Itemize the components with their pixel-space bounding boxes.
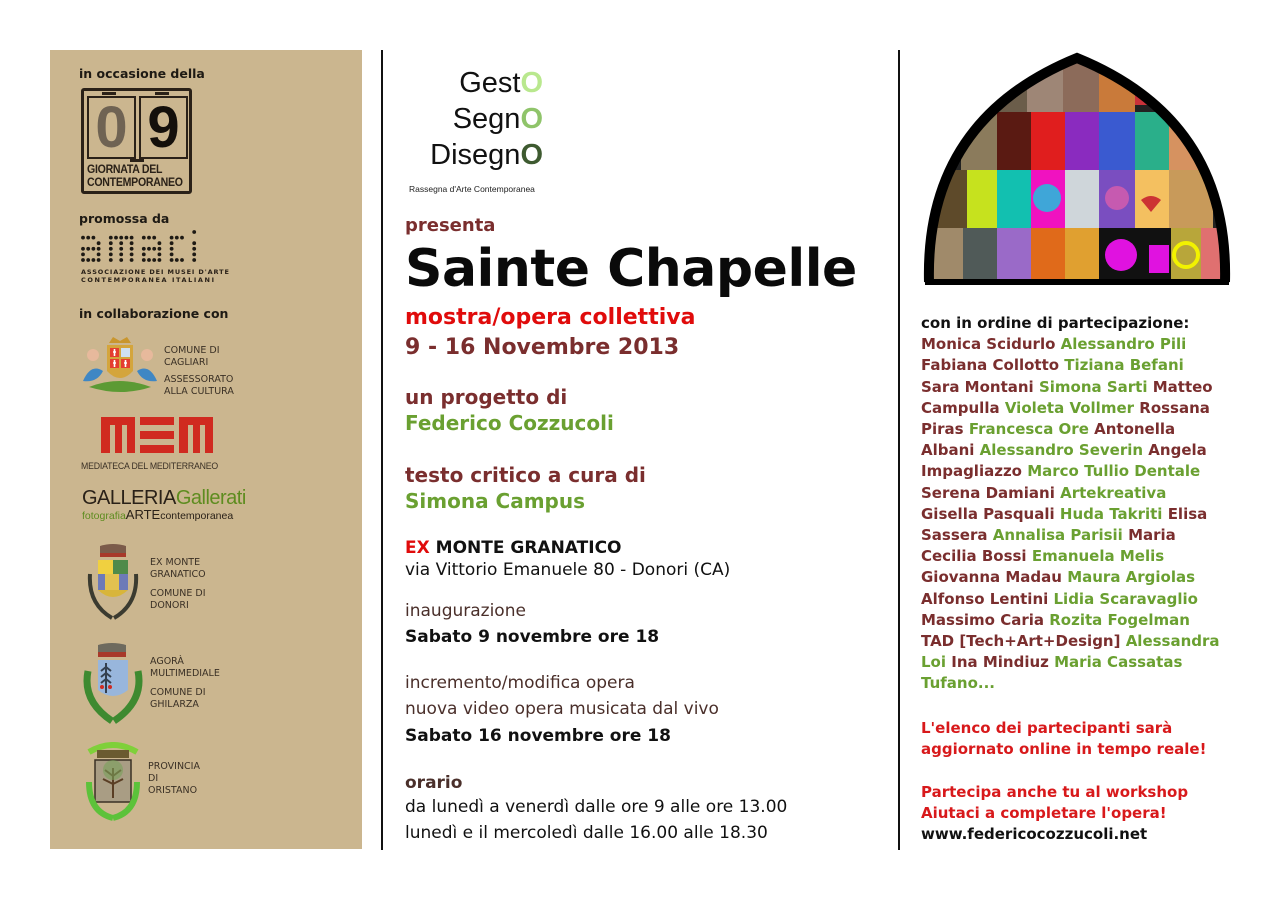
critic-name: Simona Campus [405,489,586,513]
occasion-label: in occasione della [79,66,205,81]
participant-name: Fabiana Collotto [921,356,1060,375]
increment-when: Sabato 16 novembre ore 18 [405,726,671,746]
divider-right [898,50,900,850]
exhibition-subtitle: mostra/opera collettiva [405,305,696,330]
cagliari-text: COMUNE DI CAGLIARI ASSESSORATO ALLA CULTURA [164,345,234,397]
presenta-label: presenta [405,215,496,236]
participant-name: Francesca Ore [968,420,1089,439]
participant-name: Alessandra Loi [921,632,1220,672]
galleria-gallerati-logo: GALLERIAGallerati fotografiaARTEcontemporanea [82,487,246,522]
critic-label: testo critico a cura di [405,463,646,487]
oristano-text: PROVINCIA DI ORISTANO [148,761,200,796]
participant-name: TAD [Tech+Art+Design] [921,632,1121,651]
participant-names [921,334,1226,694]
workshop-note: Partecipa anche tu al workshop Aiutaci a completare l'opera! [921,783,1189,822]
gesto-segno-disegno-logo: GestO SegnO DisegnO [430,67,543,171]
increment-detail: nuova video opera musicata dal vivo [405,699,719,719]
participant-name: Alfonso Lentini [921,589,1049,608]
amaci-logo: ASSOCIAZIONE DEI MUSEI D'ARTE CONTEMPORANEA ITALIANI [81,228,230,284]
giornata-contemporaneo-logo [81,88,192,194]
participant-name: Gisella Pasquali [921,504,1055,523]
ghilarza-text: AGORÀ MULTIMEDIALE COMUNE DI GHILARZA [150,656,220,710]
participant-name: Serena Damiani [921,483,1055,502]
logo-digit-0: 0 [87,96,136,159]
participant-name: Violeta Vollmer [1004,398,1135,417]
participant-name: Elisa Sassera [921,504,1208,545]
participant-name: Massimo Caria [921,610,1044,629]
divider-left [381,50,383,850]
ghilarza-crest-icon [80,643,146,729]
mem-caption: MEDIATECA DEL MEDITERRANEO [81,461,219,472]
venue-name: EX MONTE GRANATICO [405,538,622,558]
participant-name: Huda Takriti [1059,504,1163,523]
mem-logo [81,417,230,472]
participant-name: Angela Impagliazzo [921,441,1207,481]
participant-name: Lidia Scaravaglio [1053,589,1198,608]
participant-name: Sara Montani [921,377,1034,396]
participant-name: Annalisa Parisii [992,526,1123,545]
participant-name: Artekreativa [1060,483,1167,502]
participant-name: Alessandro Pili [1060,335,1187,354]
hours-line2: lunedì e il mercoledì dalle 16.00 alle 18.30 [405,823,768,843]
donori-text: EX MONTE GRANATICO COMUNE DI DONORI [150,557,206,611]
hours-line1: da lunedì a venerdì dalle ore 9 alle ore 13.00 [405,797,788,817]
participant-name: Antonella Albani [921,420,1176,460]
donori-crest-icon [84,544,142,628]
website-link[interactable]: www.federicocozzucoli.net [921,825,1148,843]
participant-name: Maura Argiolas [1067,568,1196,587]
exhibition-dates: 9 - 16 Novembre 2013 [405,335,680,360]
opening-label: inaugurazione [405,601,526,621]
participant-name: Marco Tullio Dentale [1027,462,1201,481]
participant-name: Matteo Campulla [921,377,1213,417]
participant-name: Ina Mindiuz [951,653,1049,672]
participant-name: Emanuela Melis [1031,547,1165,566]
sainte-chapelle-artwork-icon [921,50,1233,286]
cagliari-crest-icon [79,335,161,399]
participant-name: Tiziana Befani [1064,356,1184,375]
logo-caption: GIORNATA DEL CONTEMPORANEO [87,162,183,189]
increment-label: incremento/modifica opera [405,673,635,693]
update-note: L'elenco dei partecipanti sarà aggiornato online in tempo reale! [921,719,1207,758]
exhibition-title: Sainte Chapelle [405,239,857,299]
participant-name: Giovanna Madau [921,568,1062,587]
logo-digit-9: 9 [139,96,188,159]
event-info [405,50,885,850]
participant-name: Rozita Fogelman [1049,610,1190,629]
amaci-dot-wordmark-icon [81,228,213,264]
logo-subtitle: Rassegna d'Arte Contemporanea [409,184,535,194]
project-label: un progetto di [405,385,568,409]
collab-label: in collaborazione con [79,306,229,321]
oristano-crest-icon [85,742,141,822]
sponsor-panel [50,50,362,849]
participant-name: Monica Scidurlo [921,335,1056,354]
participants-header: con in ordine di partecipazione: [921,314,1190,332]
hours-label: orario [405,773,463,793]
promoted-label: promossa da [79,211,170,226]
participants-list [921,313,1226,695]
participant-name: Maria Cecilia Bossi [921,526,1176,566]
venue-address: via Vittorio Emanuele 80 - Donori (CA) [405,560,731,580]
participant-name: Simona Sarti [1038,377,1148,396]
mem-wordmark-icon [101,417,213,453]
opening-when: Sabato 9 novembre ore 18 [405,627,660,647]
project-author: Federico Cozzucoli [405,411,614,435]
participant-name: Maria Cassatas Tufano... [921,653,1183,693]
participant-name: Alessandro Severin [979,441,1144,460]
participant-name: Rossana Piras [921,398,1210,439]
